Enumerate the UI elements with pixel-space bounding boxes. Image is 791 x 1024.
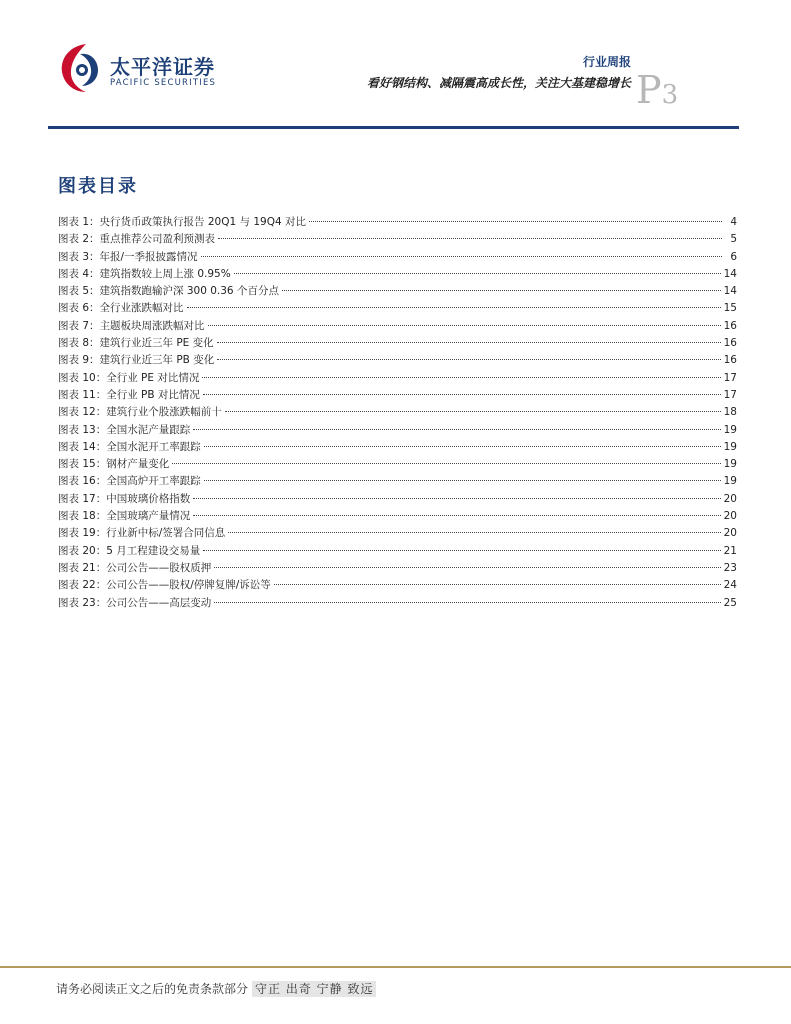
toc-entry-label: 图表 22：公司公告——股权/停牌复牌/诉讼等 — [58, 579, 271, 592]
toc-entry[interactable] — [58, 283, 737, 300]
figure-list — [58, 214, 737, 612]
toc-leader — [208, 325, 721, 326]
page-number-prefix: P — [636, 68, 662, 112]
toc-entry[interactable] — [58, 439, 737, 456]
toc-entry-label: 图表 6：全行业涨跌幅对比 — [58, 302, 184, 315]
toc-entry-label: 图表 15：钢材产量变化 — [58, 458, 170, 471]
toc-entry[interactable] — [58, 525, 737, 542]
toc-entry-page: 19 — [723, 440, 737, 453]
toc-entry-label: 图表 16：全国高炉开工率跟踪 — [58, 475, 201, 488]
toc-entry-label: 图表 14：全国水泥开工率跟踪 — [58, 440, 201, 453]
toc-entry-label: 图表 5：建筑指数跑输沪深 300 0.36 个百分点 — [58, 285, 279, 298]
toc-entry-page: 16 — [723, 319, 737, 332]
toc-entry[interactable] — [58, 508, 737, 525]
page-number — [636, 68, 678, 112]
toc-entry[interactable] — [58, 335, 737, 352]
toc-entry[interactable] — [58, 560, 737, 577]
page-number-value: 3 — [661, 80, 679, 110]
toc-entry[interactable] — [58, 352, 737, 369]
toc-leader — [234, 273, 721, 274]
toc-entry-page: 17 — [723, 371, 737, 384]
toc-entry[interactable] — [58, 231, 737, 248]
toc-entry-page: 19 — [723, 423, 737, 436]
toc-leader — [204, 480, 721, 481]
toc-entry[interactable] — [58, 456, 737, 473]
toc-entry-label: 图表 7：主题板块周涨跌幅对比 — [58, 319, 205, 332]
toc-leader — [202, 377, 720, 378]
toc-entry[interactable] — [58, 473, 737, 490]
toc-leader — [217, 359, 720, 360]
toc-entry-label: 图表 4：建筑指数较上周上涨 0.95% — [58, 267, 231, 280]
toc-leader — [193, 515, 720, 516]
logo-name-en: PACIFIC SECURITIES — [110, 78, 217, 88]
toc-entry[interactable] — [58, 422, 737, 439]
toc-entry-page: 15 — [723, 302, 737, 315]
toc-leader — [217, 342, 721, 343]
toc-entry[interactable] — [58, 266, 737, 283]
toc-entry[interactable] — [58, 543, 737, 560]
toc-leader — [214, 567, 720, 568]
toc-entry[interactable] — [58, 577, 737, 594]
toc-entry-page: 16 — [723, 354, 737, 367]
toc-leader — [274, 584, 721, 585]
toc-entry-page: 20 — [723, 510, 737, 523]
toc-leader — [282, 290, 721, 291]
toc-entry-label: 图表 3：年报/一季报披露情况 — [58, 250, 198, 263]
toc-leader — [225, 411, 721, 412]
footer-slogan: 守正 出奇 宁静 致远 — [252, 981, 376, 997]
toc-entry[interactable] — [58, 370, 737, 387]
toc-entry-label: 图表 18：全国玻璃产量情况 — [58, 510, 191, 523]
toc-entry-label: 图表 13：全国水泥产量跟踪 — [58, 423, 191, 436]
toc-leader — [203, 550, 720, 551]
toc-leader — [172, 463, 720, 464]
toc-heading: 图表目录 — [58, 176, 138, 197]
footer-disclaimer: 请务必阅读正文之后的免责条款部分 — [56, 982, 249, 996]
toc-leader — [193, 498, 720, 499]
toc-entry-page: 24 — [723, 579, 737, 592]
toc-entry[interactable] — [58, 214, 737, 231]
toc-leader — [309, 221, 722, 222]
toc-entry-page: 17 — [723, 388, 737, 401]
pacific-securities-logo-icon — [56, 40, 104, 96]
toc-entry-page: 18 — [723, 406, 737, 419]
toc-entry-page: 19 — [723, 475, 737, 488]
report-title: 看好钢结构、减隔震高成长性，关注大基建稳增长 — [366, 76, 631, 90]
toc-entry-label: 图表 10：全行业 PE 对比情况 — [58, 371, 200, 384]
toc-entry-page: 14 — [723, 285, 737, 298]
toc-entry-label: 图表 11：全行业 PB 对比情况 — [58, 388, 200, 401]
toc-entry-page: 16 — [723, 337, 737, 350]
toc-entry-label: 图表 12：建筑行业个股涨跌幅前十 — [58, 406, 222, 419]
toc-entry-label: 图表 23：公司公告——高层变动 — [58, 596, 212, 609]
toc-entry-label: 图表 21：公司公告——股权质押 — [58, 561, 212, 574]
toc-entry-page: 5 — [730, 233, 737, 246]
toc-entry[interactable] — [58, 387, 737, 404]
toc-entry-page: 20 — [723, 492, 737, 505]
toc-entry-page: 23 — [723, 561, 737, 574]
header-divider — [48, 126, 739, 129]
toc-entry-label: 图表 2：重点推荐公司盈利预测表 — [58, 233, 216, 246]
logo-name-cn: 太平洋证券 — [110, 55, 215, 79]
toc-entry-page: 19 — [723, 458, 737, 471]
footer-divider — [0, 966, 791, 968]
toc-leader — [201, 256, 722, 257]
toc-leader — [193, 429, 720, 430]
toc-entry[interactable] — [58, 595, 737, 612]
toc-entry[interactable] — [58, 404, 737, 421]
toc-leader — [214, 602, 720, 603]
toc-entry[interactable] — [58, 300, 737, 317]
toc-leader — [218, 238, 722, 239]
toc-entry[interactable] — [58, 318, 737, 335]
toc-entry-page: 25 — [723, 596, 737, 609]
report-type: 行业周报 — [582, 55, 631, 69]
toc-entry-page: 6 — [730, 250, 737, 263]
toc-entry-label: 图表 19：行业新中标/签署合同信息 — [58, 527, 226, 540]
toc-entry-label: 图表 20：5 月工程建设交易量 — [58, 544, 201, 557]
toc-entry-label: 图表 8：建筑行业近三年 PE 变化 — [58, 337, 214, 350]
company-logo — [56, 40, 216, 96]
toc-entry-page: 20 — [723, 527, 737, 540]
toc-entry-page: 4 — [730, 216, 737, 228]
footer — [56, 980, 376, 997]
toc-entry-page: 14 — [723, 267, 737, 280]
toc-entry-label: 图表 9：建筑行业近三年 PB 变化 — [58, 354, 215, 367]
toc-entry-label: 图表 17：中国玻璃价格指数 — [58, 492, 191, 505]
toc-leader — [203, 394, 721, 395]
toc-entry-label: 图表 1：央行货币政策执行报告 20Q1 与 19Q4 对比 — [58, 216, 306, 228]
toc-entry[interactable] — [58, 491, 737, 508]
toc-entry-page: 21 — [723, 544, 737, 557]
toc-leader — [187, 307, 721, 308]
toc-entry[interactable] — [58, 249, 737, 266]
toc-leader — [228, 532, 720, 533]
toc-leader — [204, 446, 721, 447]
